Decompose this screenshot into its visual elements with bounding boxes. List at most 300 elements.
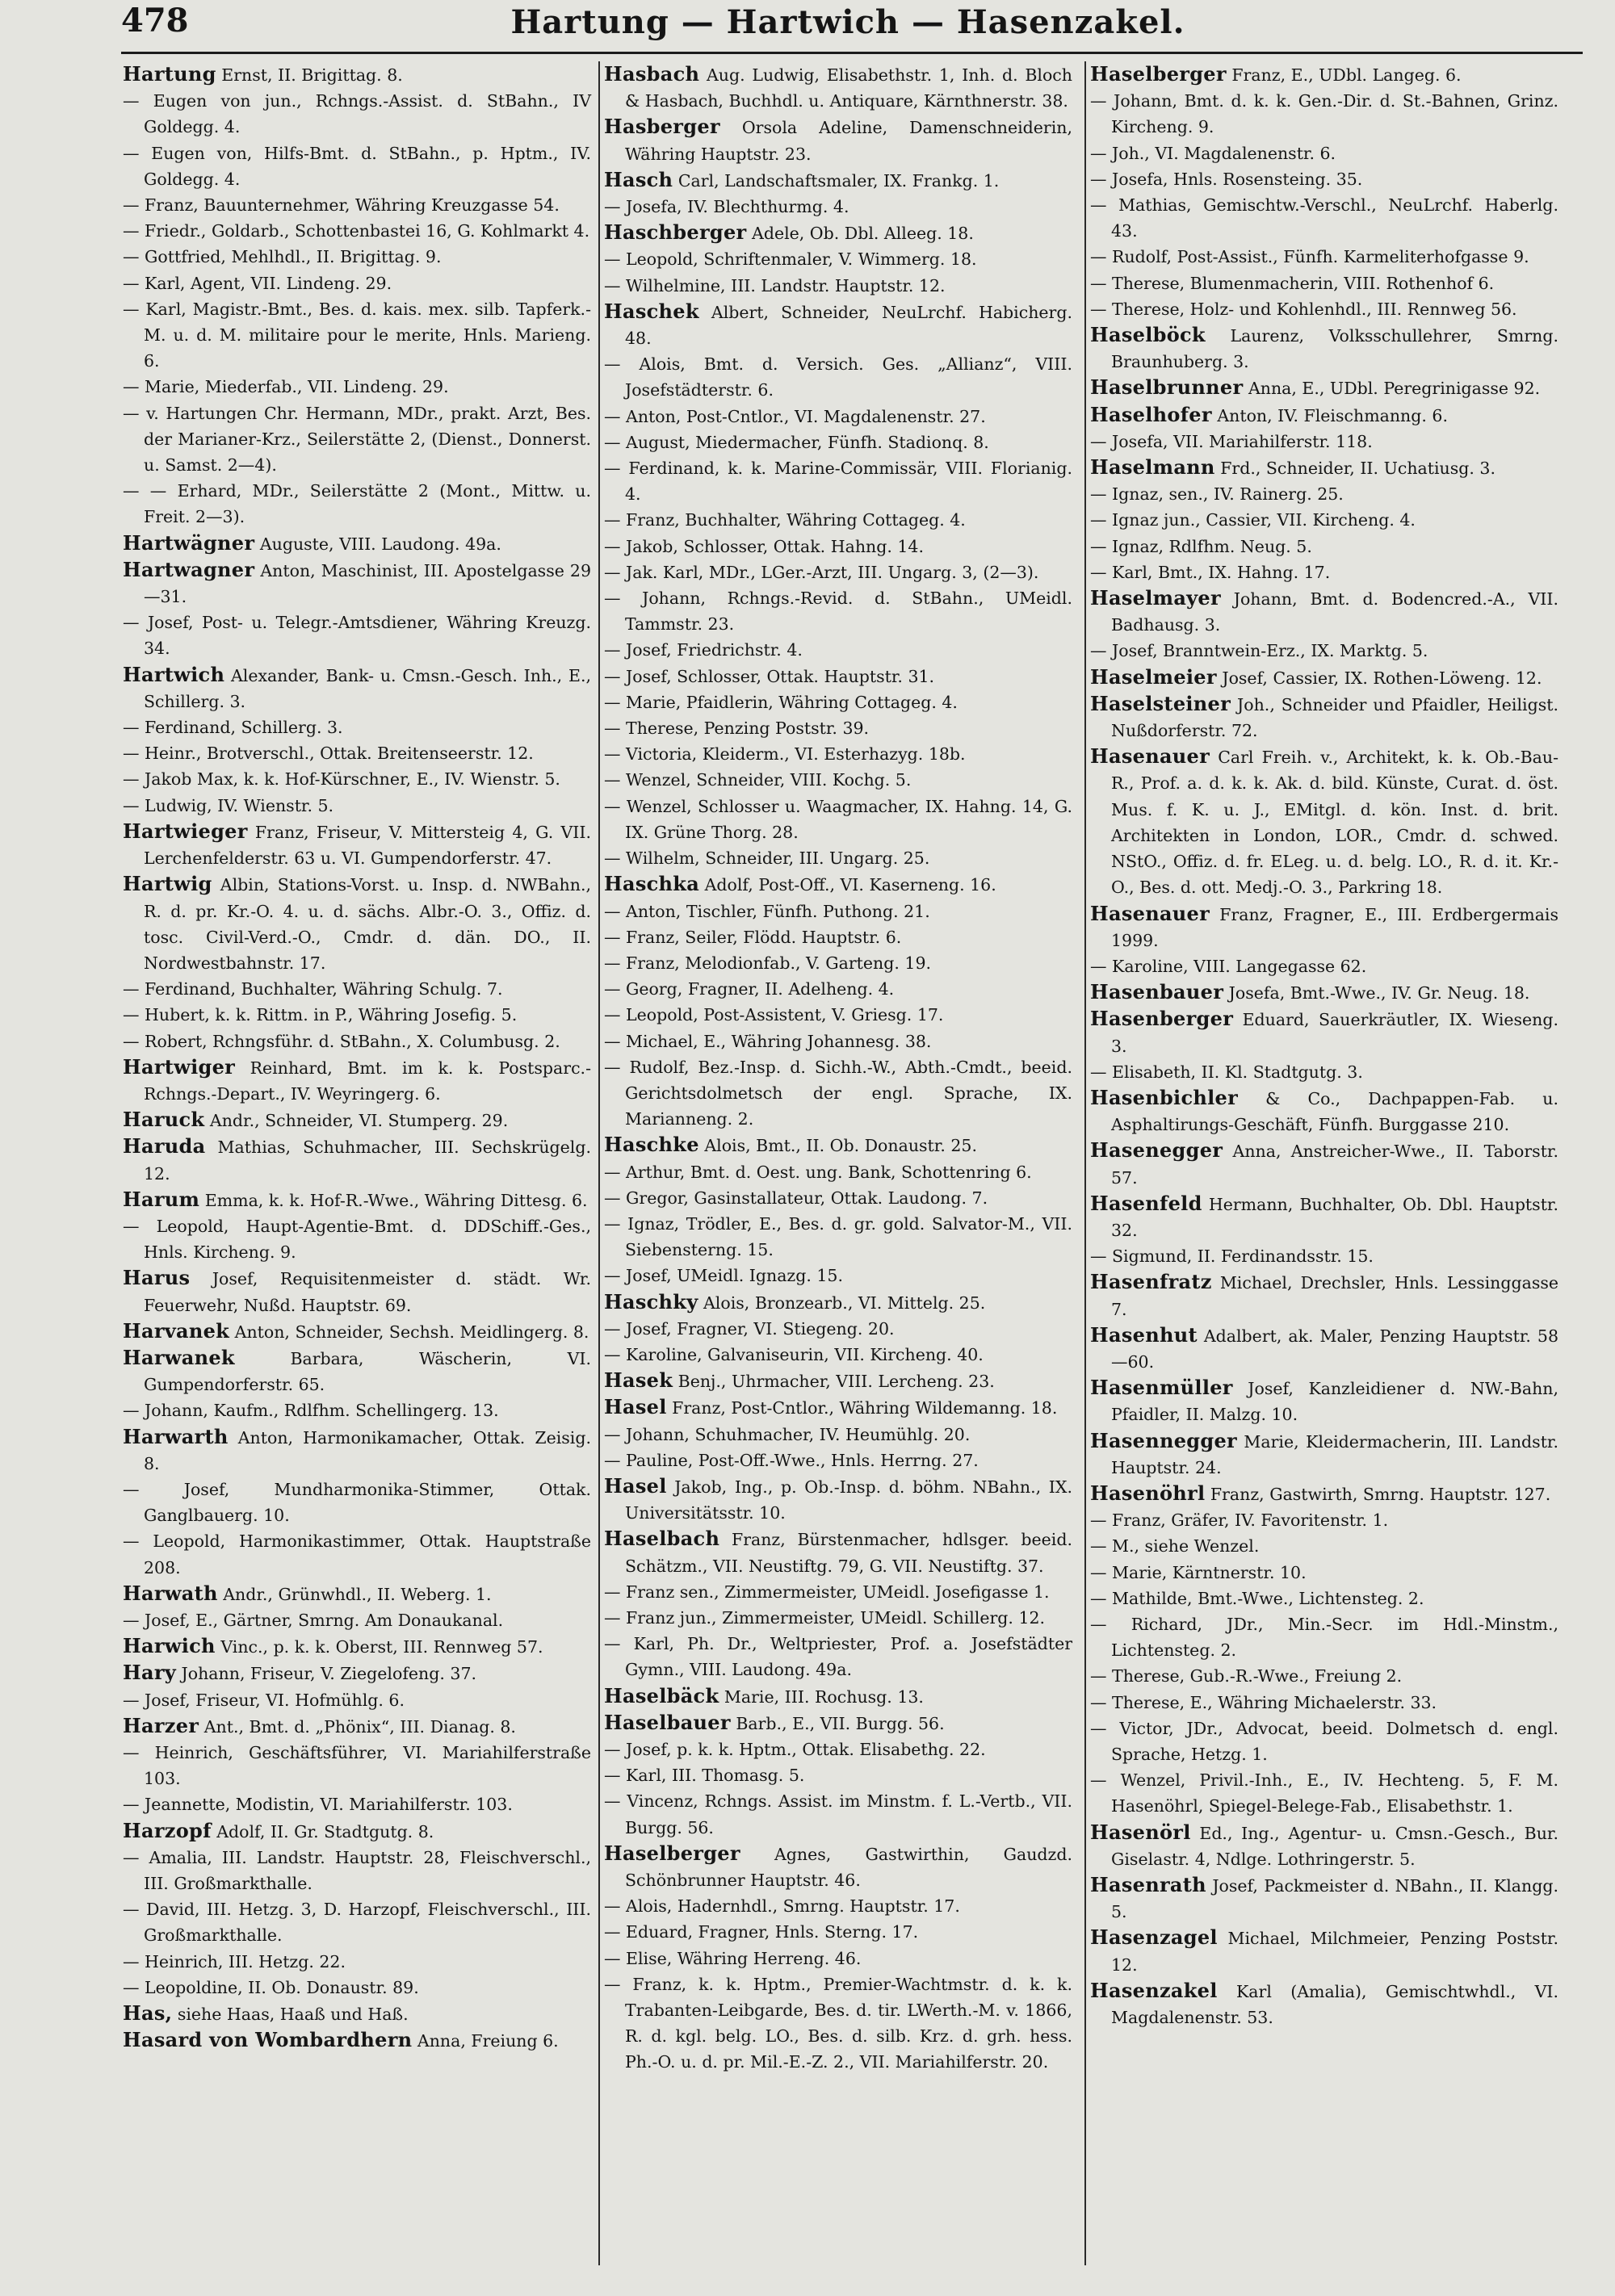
entry-text: Josef, Packmeister d. NBahn., II. Klangg. 5. [1111,1876,1558,1922]
entry-text: — Josef, Friedrichstr. 4. [604,640,803,660]
directory-entry [123,976,591,1002]
entry-text: — Karl, III. Thomasg. 5. [604,1766,805,1786]
entry-text: Mathias, Schuhmacher, III. Sechskrügelg. 12. [144,1138,591,1184]
entry-text: Vinc., p. k. k. Oberst, III. Rennweg 57. [215,1637,543,1657]
directory-entry [1090,1978,1558,2030]
entry-text: — Therese, E., Währing Michaelerstr. 33. [1090,1692,1437,1712]
directory-entry [1090,1663,1558,1689]
entry-text: — Franz, Seiler, Flödd. Hauptstr. 6. [604,927,902,947]
entry-text: — Arthur, Bmt. d. Oest. ung. Bank, Schottenring 6. [604,1162,1032,1182]
directory-entry [1090,1006,1558,1058]
directory-entry [123,1607,591,1633]
entry-text: — Karl, Magistr.-Bmt., Bes. d. kais. mex. silb. Tapferk.-M. u. d. M. militaire pour le merite, Hnls. Marieng. 6. [123,299,591,371]
directory-entry [604,1605,1072,1631]
directory-entry [1090,1269,1558,1322]
entry-text: Agnes, Gastwirthin, Gaudzd. Schönbrunner Hauptstr. 46. [625,1844,1072,1891]
directory-entry [604,715,1072,741]
directory-entry [1090,1085,1558,1138]
directory-entry [123,766,591,792]
directory-entry [1090,481,1558,507]
entry-surname: Hartwägner [123,530,255,555]
entry-surname: Hasenmüller [1090,1376,1233,1400]
directory-entry [1090,664,1558,691]
directory-entry [1090,244,1558,270]
column-divider [598,61,600,2265]
entry-surname: Hartwig [123,872,212,896]
directory-entry [123,1687,591,1713]
entry-text: Anna, Anstreicher-Wwe., II. Taborstr. 57. [1111,1142,1558,1188]
directory-entry [604,507,1072,533]
entry-text: — Marie, Pfaidlerin, Währing Cottageg. 4. [604,692,958,712]
entry-text: — Richard, JDr., Min.-Secr. im Hdl.-Minstm., Lichtensteg. 2. [1090,1614,1558,1661]
directory-entry [1090,1533,1558,1559]
entry-text: — Karl, Agent, VII. Lindeng. 29. [123,273,392,293]
entry-text: Franz, Post-Cntlor., Währing Wildemanng. 18. [666,1398,1058,1418]
directory-entry [604,585,1072,637]
entry-text: — Elise, Währing Herreng. 46. [604,1948,862,1968]
entry-text: — Michael, E., Währing Johannesg. 38. [604,1031,932,1051]
directory-entry [123,374,591,400]
entry-text: Josef, Cassier, IX. Rothen-Löweng. 12. [1216,668,1542,688]
directory-entry [604,1132,1072,1158]
directory-entry [604,637,1072,663]
entry-surname: Haselmayer [1090,586,1221,610]
directory-entry [123,1896,591,1948]
entry-text: — Karl, Ph. Dr., Weltpriester, Prof. a. Josefstädter Gymn., VIII. Laudong. 49a. [604,1634,1072,1680]
directory-entry [604,767,1072,793]
entry-text: — Leopold, Post-Assistent, V. Griesg. 17. [604,1005,944,1025]
entry-text: Anna, Freiung 6. [412,2031,559,2051]
entry-text: — Joh., VI. Magdalenenstr. 6. [1090,143,1336,163]
entry-text: — Pauline, Post-Off.-Wwe., Hnls. Herrng. 27. [604,1450,979,1470]
directory-entry [123,1528,591,1580]
entry-text: — Rudolf, Bez.-Insp. d. Sichh.-W., Abth.-Cmdt., beeid. Gerichtsdolmetsch der engl. Sprache, IX. Marianneng. 2. [604,1057,1072,1129]
directory-entry [123,1318,591,1345]
directory-entry [1090,1716,1558,1767]
entry-text: — Johann, Kaufm., Rdlfhm. Schellingerg. 13. [123,1401,499,1421]
entry-text: Franz, Bürstenmacher, hdlsger. beeid. Schätzm., VII. Neustiftg. 79, G. VII. Neustiftg. 37. [625,1530,1072,1576]
entry-surname: Hasenauer [1090,744,1210,769]
entry-text: — Sigmund, II. Ferdinandsstr. 15. [1090,1246,1374,1267]
directory-entry [604,1394,1072,1421]
directory-entry [604,246,1072,272]
directory-entry [1090,1481,1558,1507]
entry-text: — Johann, Rchngs.-Revid. d. StBahn., UMeidl. Tammstr. 23. [604,589,1072,635]
directory-entry [1090,1322,1558,1375]
directory-entry [123,1740,591,1791]
entry-surname: Haselberger [604,1841,740,1865]
directory-entry [1090,744,1558,900]
entry-text: Andr., Schneider, VI. Stumperg. 29. [204,1111,509,1131]
directory-entry [604,1422,1072,1448]
entry-text: Johann, Bmt. d. Bodencred.-A., VII. Badhausg. 3. [1111,589,1558,635]
entry-surname: Hasel [604,1473,667,1498]
entry-text: — Ferdinand, k. k. Marine-Commissär, VIII. Florianig. 4. [604,459,1072,505]
entry-surname: Hartwagner [123,557,255,581]
entry-surname: Hasenfratz [1090,1270,1212,1294]
entry-text: Andr., Grünwhdl., II. Weberg. 1. [217,1584,492,1604]
directory-entry [123,1949,591,1975]
entry-surname: Hasennegger [1090,1428,1237,1452]
entry-text: — Jak. Karl, MDr., LGer.-Arzt, III. Ungarg. 3, (2—3). [604,562,1039,582]
directory-entry [1090,1428,1558,1481]
directory-entry [123,88,591,140]
entry-text: Michael, Milchmeier, Penzing Poststr. 12. [1111,1929,1558,1975]
directory-entry [604,167,1072,194]
entry-text: — Hubert, k. k. Rittm. in P., Währing Josefig. 5. [123,1005,518,1025]
entry-text: — Franz, Buchhalter, Währing Cottageg. 4. [604,510,966,530]
directory-entry [604,1919,1072,1945]
directory-entry [1090,88,1558,140]
entry-text: — Josef, Friseur, VI. Hofmühlg. 6. [123,1690,405,1710]
directory-entry [123,1845,591,1896]
entry-text: Barb., E., VII. Burgg. 56. [730,1713,945,1733]
entry-text: Alois, Bmt., II. Ob. Donaustr. 25. [698,1136,977,1156]
directory-entry [604,741,1072,767]
entry-text: — Eugen von, Hilfs-Bmt. d. StBahn., p. Hptm., IV. Goldegg. 4. [123,143,591,189]
entry-surname: Hartung [123,62,216,86]
entry-text: Johann, Friseur, V. Ziegelofeng. 37. [176,1664,477,1684]
entry-surname: Haselmann [1090,455,1215,480]
directory-entry [123,610,591,661]
entry-text: Adolf, II. Gr. Stadtgutg. 8. [211,1821,434,1841]
directory-entry [123,1660,591,1686]
entry-text: Anton, Schneider, Sechsh. Meidlingerg. 8. [229,1322,589,1342]
entry-surname: Hasch [604,167,673,191]
directory-entry [1090,1872,1558,1925]
directory-entry [604,899,1072,924]
entry-text: — Georg, Fragner, II. Adelheng. 4. [604,979,895,999]
entry-surname: Harvanek [123,1318,230,1343]
directory-entry [604,794,1072,845]
entry-surname: Harwath [123,1581,218,1605]
entry-text: — Heinrich, Geschäftsführer, VI. Mariahilferstraße 103. [123,1743,591,1789]
entry-surname: Haselböck [1090,323,1206,347]
directory-entry [1090,1059,1558,1085]
entry-surname: Harwanek [123,1345,235,1369]
entry-text: — Vincenz, Rchngs. Assist. im Minstm. f. L.-Vertb., VII. Burgg. 56. [604,1791,1072,1837]
directory-entry [123,1581,591,1607]
entry-surname: Haruck [123,1108,205,1132]
entry-text: & Co., Dachpappen-Fab. u. Asphaltirungs-Geschäft, Fünfh. Burggasse 210. [1111,1088,1558,1135]
directory-entry [1090,375,1558,401]
directory-entry [604,664,1072,689]
directory-entry [604,845,1072,871]
directory-entry [123,1187,591,1213]
entry-surname: Haschberger [604,220,747,245]
entry-surname: Hasenrath [1090,1873,1206,1897]
directory-entry [604,950,1072,976]
entry-text: — Ignaz, Trödler, E., Bes. d. gr. gold. Salvator-M., VII. Siebensterng. 15. [604,1213,1072,1260]
directory-entry [604,1029,1072,1054]
entry-text: — Therese, Gub.-R.-Wwe., Freiung 2. [1090,1666,1403,1686]
directory-entry [1090,61,1558,88]
directory-entry [1090,979,1558,1006]
entry-surname: Haschek [604,299,699,323]
entry-surname: Harus [123,1266,191,1290]
entry-text: Franz, Gastwirth, Smrng. Hauptstr. 127. [1205,1484,1551,1504]
directory-entry [1090,166,1558,192]
directory-entry [604,1054,1072,1133]
directory-entry [604,1841,1072,1893]
directory-entry [123,140,591,192]
entry-text: — Wilhelm, Schneider, III. Ungarg. 25. [604,848,930,869]
directory-entry [123,793,591,819]
directory-entry [1090,1767,1558,1819]
entry-surname: Haselsteiner [1090,691,1231,715]
entry-text: — Marie, Miederfab., VII. Lindeng. 29. [123,377,449,397]
entry-text: Marie, III. Rochusg. 13. [719,1686,924,1707]
entry-text: — Victor, JDr., Advocat, beeid. Dolmetsch d. engl. Sprache, Hetzg. 1. [1090,1718,1558,1764]
directory-entry [1090,1820,1558,1872]
entry-surname: Hartwieger [123,819,248,843]
directory-entry [604,1683,1072,1710]
directory-entry [604,1316,1072,1342]
entry-text: Barbara, Wäscherin, VI. Gumpendorferstr. 65. [144,1348,591,1395]
running-head: Hartung — Hartwich — Hasenzakel. [510,3,1185,41]
directory-entry [1090,140,1558,166]
directory-entry [1090,901,1558,953]
directory-entry [1090,455,1558,481]
entry-text: — Wenzel, Privil.-Inh., E., IV. Hechteng. 5, F. M. Hasenöhrl, Spiegel-Belege-Fab., Elisabethstr. 1. [1090,1770,1558,1816]
directory-entry [604,1473,1072,1526]
entry-text: Karl (Amalia), Gemischtwhdl., VI. Magdalenenstr. 53. [1111,1981,1558,2028]
directory-entry [604,1448,1072,1473]
directory-entry [1090,322,1558,375]
entry-surname: Hasenfeld [1090,1191,1202,1215]
directory-entry [604,534,1072,559]
entry-surname: Haselberger [1090,62,1227,86]
directory-entry [123,1107,591,1133]
directory-entry [604,455,1072,507]
directory-entry [123,714,591,740]
entry-text: Orsola Adeline, Damenschneiderin, Währing Hauptstr. 23. [625,118,1072,164]
directory-entry [604,689,1072,715]
directory-entry [123,1633,591,1660]
directory-entry [1090,1507,1558,1533]
entry-surname: Haschke [604,1133,699,1157]
directory-entry [123,192,591,218]
entry-surname: Hasenhut [1090,1322,1198,1347]
column-2 [604,61,1072,2076]
entry-text: — M., siehe Wenzel. [1090,1536,1260,1557]
directory-entry [604,1342,1072,1368]
entry-text: — Rudolf, Post-Assist., Fünfh. Karmeliterhofgasse 9. [1090,247,1529,267]
entry-surname: Haselmeier [1090,664,1217,689]
directory-entry [604,559,1072,585]
entry-text: — Leopold, Harmonikastimmer, Ottak. Hauptstraße 208. [123,1531,591,1577]
page-header [121,0,1575,48]
directory-entry [604,1263,1072,1288]
directory-entry [123,1424,591,1477]
entry-surname: Harum [123,1187,200,1211]
entry-text: Emma, k. k. Hof-R.-Wwe., Währing Dittesg. 6. [199,1190,588,1210]
entry-surname: Hasberger [604,115,720,139]
directory-entry [604,1159,1072,1185]
entry-text: Reinhard, Bmt. im k. k. Postsparc.-Rchngs.-Depart., IV. Weyringerg. 6. [144,1058,591,1104]
directory-entry [604,1526,1072,1578]
directory-entry [1090,429,1558,455]
entry-text: Josefa, Bmt.-Wwe., IV. Gr. Neug. 18. [1223,983,1530,1003]
directory-entry [123,244,591,270]
entry-text: Aug. Ludwig, Elisabethstr. 1, Inh. d. Bloch & Hasbach, Buchhdl. u. Antiquare, Kärnthnerstr. 38. [625,65,1072,111]
directory-entry [123,1054,591,1107]
directory-entry [123,218,591,244]
entry-text: — Anton, Tischler, Fünfh. Puthong. 21. [604,901,930,921]
entry-surname: Hasenbichler [1090,1085,1239,1109]
entry-text: Carl, Landschaftsmaler, IX. Frankg. 1. [673,170,1000,191]
entry-text: Ernst, II. Brigittag. 8. [216,65,403,85]
entry-text: — Josef, Post- u. Telegr.-Amtsdiener, Währing Kreuzg. 34. [123,613,591,659]
entry-surname: Hasenbauer [1090,980,1224,1004]
entry-surname: Hasard von Wombardhern [123,2028,413,2052]
directory-entry [1090,1586,1558,1611]
entry-text: — Eduard, Fragner, Hnls. Sterng. 17. [604,1922,919,1942]
entry-text: Alois, Bronzearb., VI. Mittelg. 25. [698,1293,986,1313]
entry-surname: Haselbrunner [1090,375,1244,400]
directory-entry [1090,1138,1558,1190]
entry-text: — Josef, UMeidl. Ignazg. 15. [604,1266,843,1286]
directory-entry [123,2001,591,2027]
entry-text: Albin, Stations-Vorst. u. Insp. d. NWBahn., R. d. pr. Kr.-O. 4. u. d. sächs. Albr.-O. 3., Offiz. d. tosc. Civil-Verd.-O., Cmdr. d. dän. DO., II. Nordwestbahnstr. 17. [144,875,591,973]
entry-text: — Marie, Kärntnerstr. 10. [1090,1562,1307,1582]
directory-entry [123,1975,591,2001]
directory-entry [123,1133,591,1186]
directory-entry [123,530,591,557]
entry-text: Albert, Schneider, NeuLrchf. Habicherg. 48. [625,302,1072,349]
entry-text: — Jakob Max, k. k. Hof-Kürschner, E., IV. Wienstr. 5. [123,769,560,790]
entry-text: Adolf, Post-Off., VI. Kaserneng. 16. [699,875,996,895]
entry-text: — Franz sen., Zimmermeister, UMeidl. Josefigasse 1. [604,1582,1050,1602]
entry-text: — Alois, Bmt. d. Versich. Ges. „Allianz“, VIII. Josefstädterstr. 6. [604,354,1072,400]
entry-text: — Ignaz jun., Cassier, VII. Kircheng. 4. [1090,510,1416,530]
entry-text: Anton, IV. Fleischmanng. 6. [1211,405,1448,425]
entry-text: — Josefa, VII. Mariahilferstr. 118. [1090,431,1373,451]
entry-surname: Hartwich [123,662,225,686]
directory-entry [123,740,591,766]
entry-text: — Heinr., Brotverschl., Ottak. Breitenseerstr. 12. [123,744,534,764]
directory-entry [1090,953,1558,979]
entry-surname: Harzopf [123,1818,212,1842]
directory-entry [1090,691,1558,744]
directory-entry [604,976,1072,1002]
entry-text: — Elisabeth, II. Kl. Stadtgutg. 3. [1090,1062,1363,1082]
directory-entry [123,662,591,714]
column-1 [123,61,591,2054]
directory-entry [604,1762,1072,1788]
directory-entry [123,1002,591,1028]
page-number: 478 [121,2,189,40]
entry-surname: Haselhofer [1090,402,1212,426]
directory-entry [123,819,591,871]
directory-entry [1090,559,1558,585]
entry-surname: Haselbäck [604,1683,719,1707]
directory-entry [123,1397,591,1423]
entry-surname: Haruda [123,1134,206,1158]
entry-text: Josef, Kanzleidiener d. NW.-Bahn, Pfaidler, II. Malzg. 10. [1111,1379,1558,1425]
directory-entry [604,1710,1072,1737]
entry-surname: Hasek [604,1368,673,1393]
entry-text: — Wilhelmine, III. Landstr. Hauptstr. 12. [604,275,946,295]
entry-text: — Therese, Holz- und Kohlenhdl., III. Rennweg 56. [1090,299,1517,319]
directory-entry [604,1002,1072,1028]
entry-text: Joh., Schneider und Pfaidler, Heiligst. Nußdorferstr. 72. [1111,694,1558,741]
entry-text: Michael, Drechsler, Hnls. Lessinggasse 7. [1111,1273,1558,1319]
directory-entry [1090,1375,1558,1427]
entry-text: Marie, Kleidermacherin, III. Landstr. Hauptstr. 24. [1111,1431,1558,1477]
entry-text: — August, Miedermacher, Fünfh. Stadionq. 8. [604,432,989,452]
directory-entry [604,220,1072,246]
entry-text: — Ignaz, Rdlfhm. Neug. 5. [1090,536,1312,556]
entry-text: — Alois, Hadernhdl., Smrng. Hauptstr. 17. [604,1896,960,1917]
directory-entry [1090,402,1558,429]
directory-entry [604,871,1072,898]
directory-entry [1090,1925,1558,1977]
directory-entry [1090,638,1558,664]
directory-entry [604,1788,1072,1840]
directory-entry [123,1345,591,1397]
entry-text: Adalbert, ak. Maler, Penzing Hauptstr. 58—60. [1111,1326,1558,1372]
entry-text: Laurenz, Volksschullehrer, Smrng. Braunhuberg. 3. [1111,326,1558,372]
directory-entry [1090,534,1558,559]
entry-text: — Franz, Bauunternehmer, Währing Kreuzgasse 54. [123,195,560,216]
entry-text: Anton, Harmonikamacher, Ottak. Zeisig. 8. [144,1427,591,1473]
entry-text: — Ludwig, IV. Wienstr. 5. [123,795,334,815]
entry-text: — Eugen von jun., Rchngs.-Assist. d. StBahn., IV Goldegg. 4. [123,91,591,137]
entry-surname: Hasbach [604,62,700,86]
entry-text: — Amalia, III. Landstr. Hauptstr. 28, Fleischverschl., III. Großmarkthalle. [123,1847,591,1894]
directory-entry [604,61,1072,114]
entry-text: — Franz, Melodionfab., V. Garteng. 19. [604,953,932,973]
directory-entry [123,270,591,296]
entry-text: — Josefa, IV. Blechthurmg. 4. [604,197,849,217]
entry-surname: Harzer [123,1713,199,1737]
entry-text: — Josef, Schlosser, Ottak. Hauptstr. 31. [604,666,935,686]
directory-entry [123,1791,591,1817]
entry-text: — Leopold, Haupt-Agentie-Bmt. d. DDSchiff.-Ges., Hnls. Kircheng. 9. [123,1216,591,1263]
entry-text: — Therese, Blumenmacherin, VIII. Rothenhof 6. [1090,273,1495,293]
directory-entry [604,1631,1072,1682]
directory-entry [604,114,1072,166]
entry-text: — Anton, Post-Cntlor., VI. Magdalenenstr. 27. [604,406,986,426]
directory-entry [604,1893,1072,1919]
directory-entry [604,1368,1072,1394]
entry-surname: Hasenörl [1090,1820,1191,1844]
entry-text: — Ignaz, sen., IV. Rainerg. 25. [1090,484,1344,505]
directory-entry [123,1029,591,1054]
entry-text: — Josef, Fragner, VI. Stiegeng. 20. [604,1318,895,1339]
entry-text: — Josefa, Hnls. Rosensteing. 35. [1090,169,1363,189]
entry-text: — Wenzel, Schneider, VIII. Kochg. 5. [604,770,912,790]
entry-text: — — Erhard, MDr., Seilerstätte 2 (Mont., Mittw. u. Freit. 2—3). [123,481,591,527]
entry-text: — David, III. Hetzg. 3, D. Harzopf, Fleischverschl., III. Großmarkthalle. [123,1900,591,1946]
directory-entry [123,296,591,375]
entry-text: — Jakob, Schlosser, Ottak. Hahng. 14. [604,536,924,556]
directory-entry [1090,270,1558,296]
directory-entry [123,2027,591,2054]
directory-entry [1090,1611,1558,1663]
directory-entry [604,1971,1072,2076]
entry-text: — Ferdinand, Buchhalter, Währing Schulg. 7. [123,979,503,999]
entry-surname: Hasel [604,1395,667,1419]
header-rule [121,52,1583,54]
directory-entry [123,61,591,88]
directory-entry [1090,1560,1558,1586]
entry-text: — Josef, E., Gärtner, Smrng. Am Donaukanal. [123,1610,504,1630]
directory-entry [123,1818,591,1845]
entry-text: Adele, Ob. Dbl. Alleeg. 18. [746,224,974,244]
directory-entry [604,1737,1072,1762]
